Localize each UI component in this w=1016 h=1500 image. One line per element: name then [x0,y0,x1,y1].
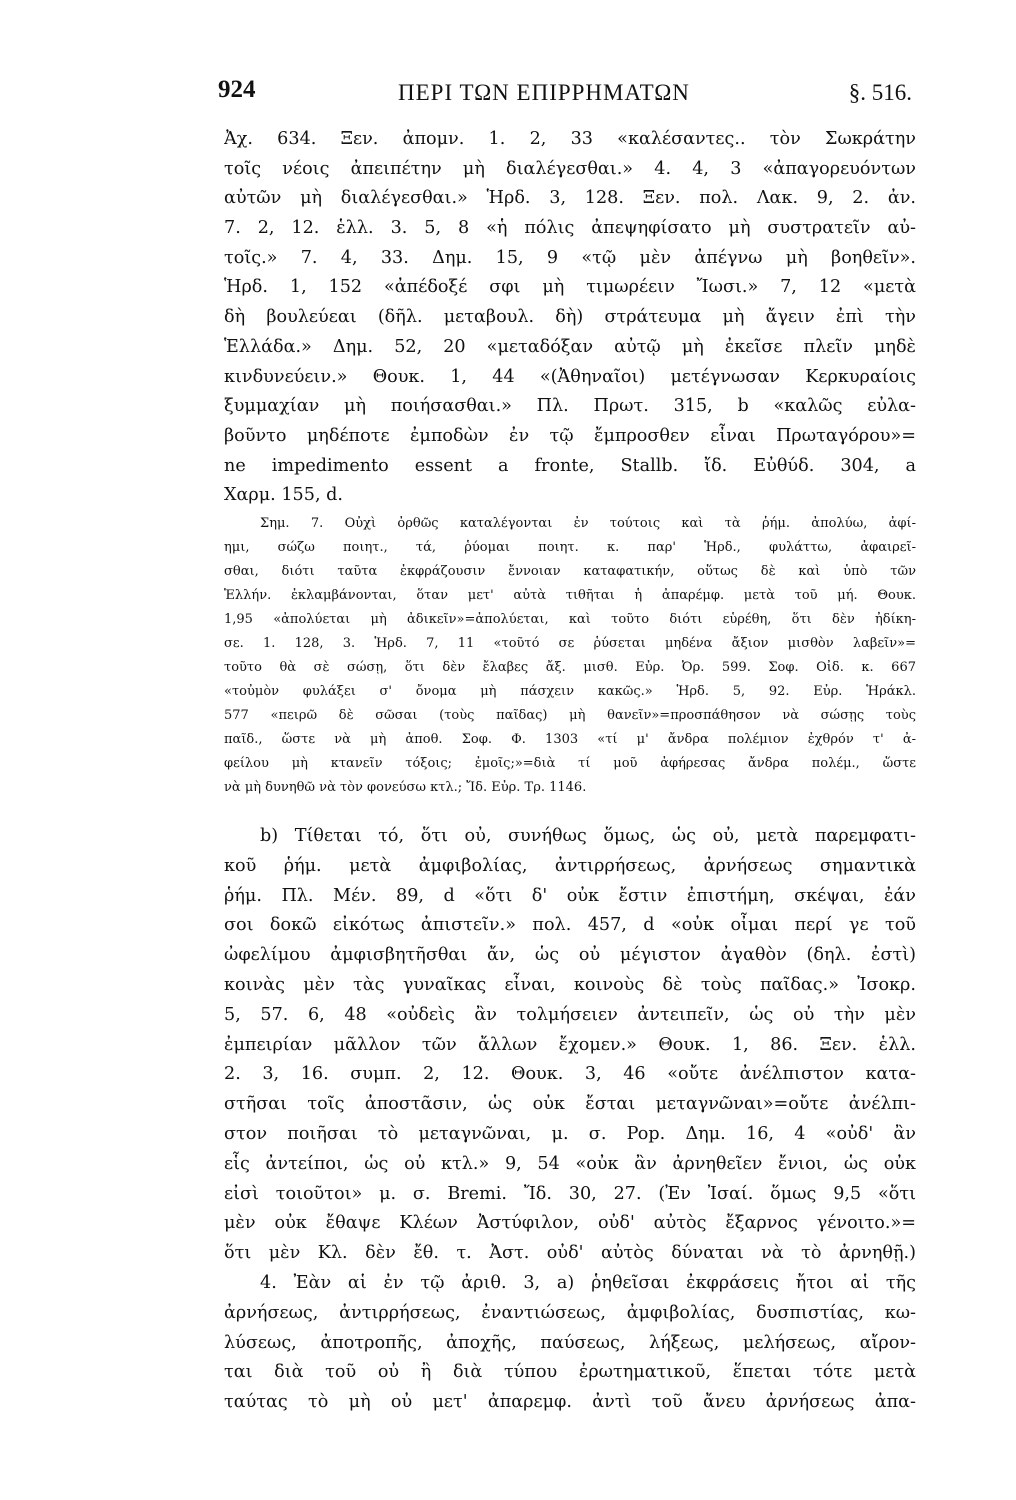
page-title: ΠΕΡΙ ΤΩΝ ΕΠΙΡΡΗΜΑΤΩΝ [398,80,690,105]
note-line: τοῦτο θὰ σὲ σώσῃ, ὅτι δὲν ἔλαβες ἄξ. μισθ. Εὐρ. Ὀρ. 599. Σοφ. Οἰδ. κ. 667 [224,660,916,675]
text-line: 5, 57. 6, 48 «οὐδεὶς ἂν τολμήσειεν ἀντειπεῖν, ὡς οὐ τὴν μὲν [224,1004,916,1025]
text-line: κινδυνεύειν.» Θουκ. 1, 44 «(Ἀθηναῖοι) μετέγνωσαν Κερκυραίοις [224,366,916,387]
text-line: Ἑλλάδα.» Δημ. 52, 20 «μεταδόξαν αὐτῷ μὴ ἐκεῖσε πλεῖν μηδὲ [224,336,916,357]
text-line: δὴ βουλεύεαι (δῆλ. μεταβουλ. δὴ) στράτευμα μὴ ἄγειν ἐπὶ τὴν [224,307,916,328]
text-line: αὐτῶν μὴ διαλέγεσθαι.» Ἡρδ. 3, 128. Ξεν. πολ. Λακ. 9, 2. ἀν. [224,188,916,209]
text-line: κοῦ ῥήμ. μετὰ ἀμφιβολίας, ἀντιρρήσεως, ἀρνήσεως σημαντικὰ [224,855,916,876]
note-line: νὰ μὴ δυνηθῶ νὰ τὸν φονεύσω κτλ.; Ἴδ. Εὐρ. Τρ. 1146. [224,780,587,795]
text-line: λύσεως, ἀποτροπῆς, ἀποχῆς, παύσεως, λήξεως, μελήσεως, αἴρον- [224,1332,916,1353]
note-line: σε. 1. 128, 3. Ἡρδ. 7, 11 «τοῦτό σε ῥύσεται μηδένα ἄξιον μισθὸν λαβεῖν»= [224,636,916,651]
text-line: ὠφελίμου ἀμφισβητῆσθαι ἄν, ὡς οὐ μέγιστον ἀγαθὸν (δηλ. ἐστὶ) [224,945,916,966]
text-line: ῥήμ. Πλ. Μέν. 89, d «ὅτι δ' οὐκ ἔστιν ἐπιστήμη, σκέψαι, ἐάν [224,885,916,906]
text-line: βοῦντο μηδέποτε ἐμποδὼν ἐν τῷ ἔμπροσθεν εἶναι Πρωταγόρου»= [224,425,916,446]
text-line: μὲν οὐκ ἔθαψε Κλέων Ἀστύφιλον, οὐδ' αὐτὸς ἔξαρνος γένοιτο.»= [224,1213,916,1234]
note-line: «τοὐμὸν φυλάξει σ' ὄνομα μὴ πάσχειν κακῶς.» Ἡρδ. 5, 92. Εὐρ. Ἡράκλ. [224,684,916,699]
main-text-block [224,125,916,511]
text-line: στον ποιῆσαι τὸ μεταγνῶναι, μ. σ. Pop. Δημ. 16, 4 «οὐδ' ἂν [224,1123,916,1144]
note-line: Σημ. 7. Οὐχὶ ὀρθῶς καταλέγονται ἐν τούτοις καὶ τὰ ῥήμ. ἀπολύω, ἀφί- [260,516,916,531]
note-line: φείλου μὴ κτανεῖν τόξοις; ἐμοῖς;»=διὰ τί μοῦ ἀφήρεσας ἄνδρα πολέμ., ὥστε [224,756,916,771]
note-line: Ἑλλήν. ἐκλαμβάνονται, ὅταν μετ' αὐτὰ τιθῆται ἡ ἀπαρέμφ. μετὰ τοῦ μή. Θουκ. [224,588,916,603]
text-line: ἀρνήσεως, ἀντιρρήσεως, ἐναντιώσεως, ἀμφιβολίας, δυσπιστίας, κω- [224,1302,916,1323]
text-line: εἰσὶ τοιοῦτοι» μ. σ. Bremi. Ἴδ. 30, 27. (Ἐν Ἰσαί. ὅμως 9,5 «ὅτι [224,1183,916,1204]
note-line: ημι, σώζω ποιητ., τά, ῥύομαι ποιητ. κ. παρ' Ἡρδ., φυλάττω, ἀφαιρεῖ- [224,540,916,555]
text-line: ne impedimento essent a fronte, Stallb. ἴδ. Εὐθύδ. 304, a [224,455,916,476]
text-line: στῆσαι τοῖς ἀποστᾶσιν, ὡς οὐκ ἔσται μεταγνῶναι»=οὔτε ἀνέλπι- [224,1094,916,1115]
note-line: 577 «πειρῶ δὲ σῶσαι (τοὺς παῖδας) μὴ θανεῖν»=προσπάθησον νὰ σώσῃς τοὺς [224,708,916,723]
text-line: ξυμμαχίαν μὴ ποιήσασθαι.» Πλ. Πρωτ. 315, b «καλῶς εὐλα- [224,396,916,417]
text-line: 4. Ἐὰν αἱ ἐν τῷ ἀριθ. 3, a) ῥηθεῖσαι ἐκφράσεις ἤτοι αἱ τῆς [260,1272,916,1293]
text-line: σοι δοκῶ εἰκότως ἀπιστεῖν.» πολ. 457, d «οὐκ οἶμαι περί γε τοῦ [224,915,916,936]
text-line: κοινὰς μὲν τὰς γυναῖκας εἶναι, κοινοὺς δὲ τοὺς παῖδας.» Ἰσοκρ. [224,974,916,995]
section-number: §. 516. [848,80,912,105]
text-line: Ἀχ. 634. Ξεν. ἀπομν. 1. 2, 33 «καλέσαντες.. τὸν Σωκράτην [224,129,916,149]
text-line: ται διὰ τοῦ οὐ ἢ διὰ τύπου ἐρωτηματικοῦ, ἕπεται τότε μετὰ [224,1362,916,1383]
note-line: σθαι, διότι ταῦτα ἐκφράζουσιν ἔννοιαν καταφατικήν, οὕτως δὲ καὶ ὑπὸ τῶν [224,564,916,579]
text-line: τοῖς.» 7. 4, 33. Δημ. 15, 9 «τῷ μὲν ἀπέγνω μὴ βοηθεῖν». [224,247,916,268]
text-line: εἷς ἀντείποι, ὡς οὐ κτλ.» 9, 54 «οὐκ ἂν ἀρνηθεῖεν ἔνιοι, ὡς οὐκ [224,1153,916,1174]
footnote-block [224,512,916,800]
text-line: b) Τίθεται τό, ὅτι οὐ, συνήθως ὅμως, ὡς οὐ, μετὰ παρεμφατι- [260,826,916,846]
note-line: παῖδ., ὥστε νὰ μὴ ἀποθ. Σοφ. Φ. 1303 «τί μ' ἄνδρα πολέμιον ἐχθρόν τ' ἀ- [224,732,916,747]
note-line: 1,95 «ἀπολύεται μὴ ἀδικεῖν»=ἀπολύεται, καὶ τοῦτο διότι εὑρέθη, ὅτι δὲν ἠδίκη- [224,612,916,627]
text-line: τοῖς νέοις ἀπειπέτην μὴ διαλέγεσθαι.» 4. 4, 3 «ἀπαγορευόντων [224,158,916,179]
text-line: Χαρμ. 155, d. [224,485,343,506]
text-line: ὅτι μὲν Κλ. δὲν ἔθ. τ. Ἀστ. οὐδ' αὐτὸς δύναται νὰ τὸ ἀρνηθῇ.) [224,1243,916,1264]
running-header [218,76,912,116]
page-number: 924 [218,76,256,103]
text-line: ταύτας τὸ μὴ οὐ μετ' ἀπαρεμφ. ἀντὶ τοῦ ἄνευ ἀρνήσεως ἀπα- [224,1392,916,1413]
text-line: 7. 2, 12. ἑλλ. 3. 5, 8 «ἡ πόλις ἀπεψηφίσατο μὴ συστρατεῖν αὐ- [224,218,916,239]
paragraph-b-block [224,822,916,1418]
text-line: ἐμπειρίαν μᾶλλον τῶν ἄλλων ἔχομεν.» Θουκ. 1, 86. Ξεν. ἑλλ. [224,1034,916,1055]
text-line: Ἡρδ. 1, 152 «ἀπέδοξέ σφι μὴ τιμωρέειν Ἴωσι.» 7, 12 «μετὰ [224,277,916,298]
text-line: 2. 3, 16. συμπ. 2, 12. Θουκ. 3, 46 «οὔτε ἀνέλπιστον κατα- [224,1064,916,1085]
